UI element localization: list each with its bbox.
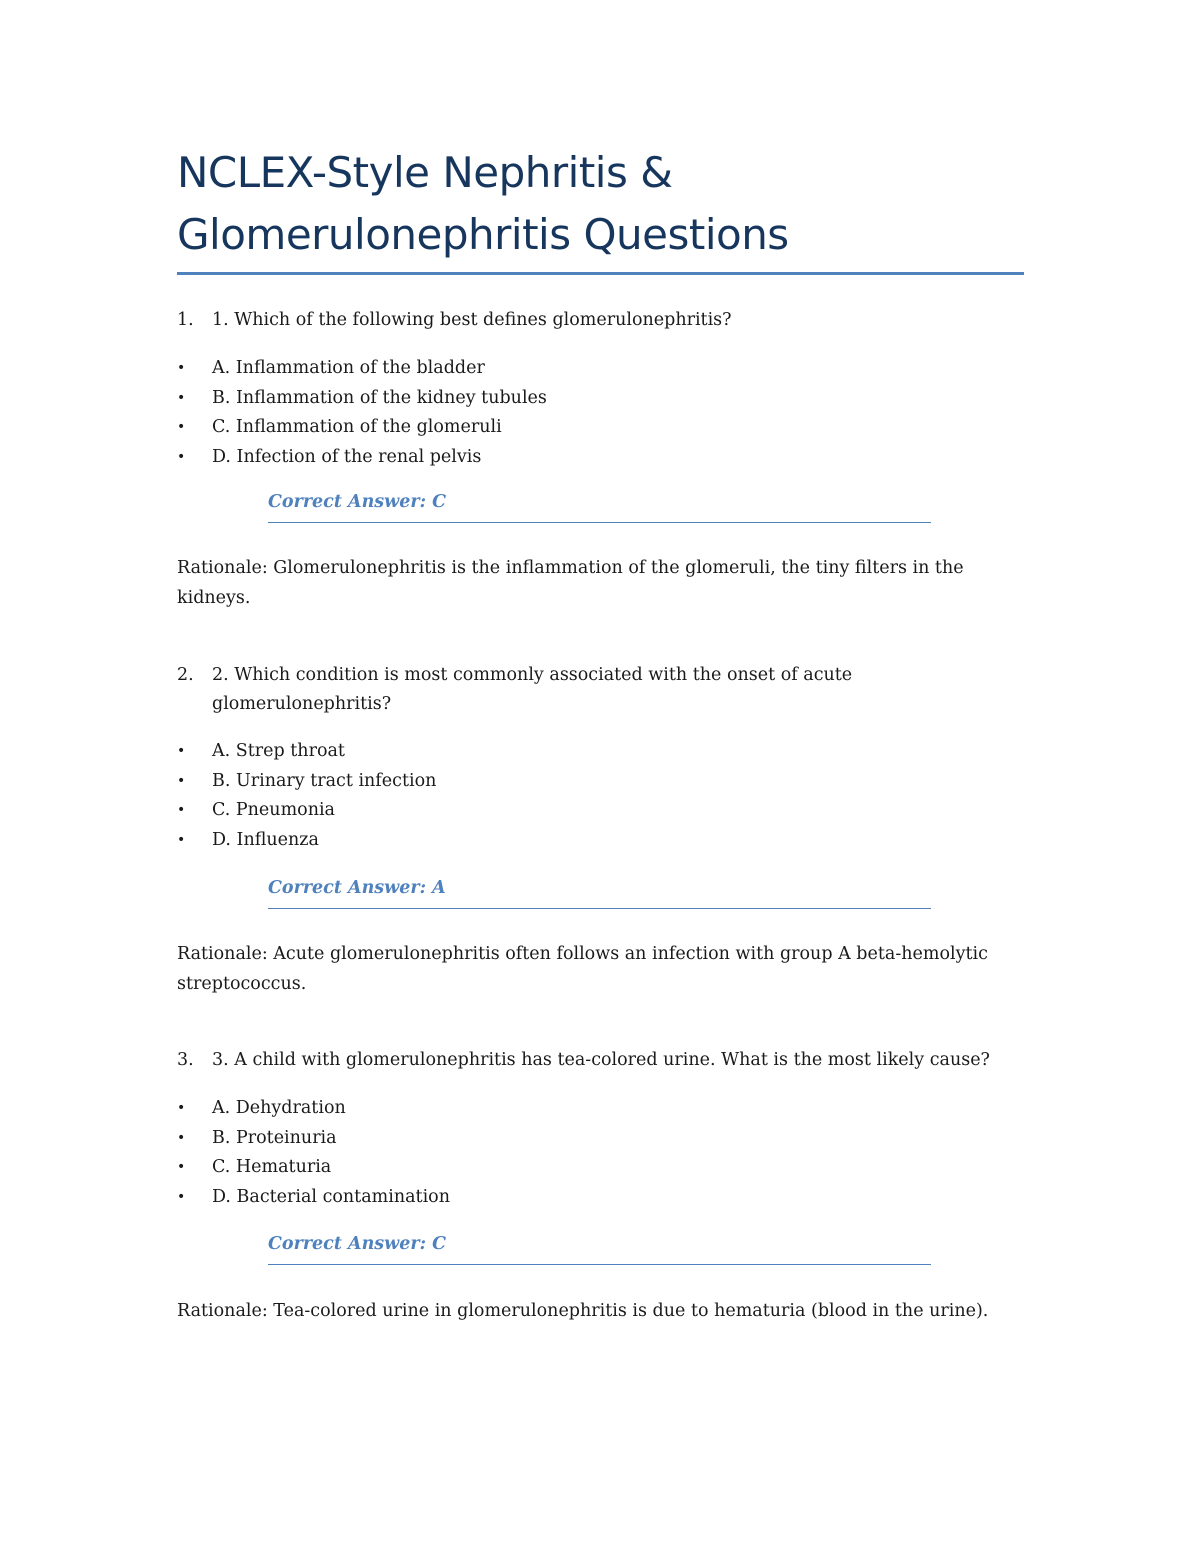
option-item bbox=[177, 767, 1027, 797]
question-prompt: 1. Which of the following best defines glomerulonephritis? bbox=[212, 310, 732, 330]
bullet-icon: • bbox=[177, 448, 186, 465]
option-text: A. Strep throat bbox=[212, 741, 345, 761]
option-text: B. Urinary tract infection bbox=[212, 770, 437, 791]
correct-answer-1: Correct Answer: C bbox=[268, 488, 931, 523]
option-item bbox=[177, 826, 1027, 856]
option-item bbox=[177, 354, 1027, 384]
question-number: 1. bbox=[177, 310, 194, 330]
document-title: NCLEX-Style Nephritis & Glomerulonephritis Questions bbox=[177, 148, 789, 259]
option-text: C. Pneumonia bbox=[212, 800, 335, 820]
option-item bbox=[177, 413, 1027, 443]
option-item bbox=[177, 1094, 1027, 1124]
option-item bbox=[177, 443, 1027, 473]
bullet-icon: • bbox=[177, 802, 186, 818]
bullet-icon: • bbox=[177, 389, 186, 406]
question-1 bbox=[177, 306, 1027, 472]
question-prompt: 3. A child with glomerulonephritis has tea-colored urine. What is the most likely cause? bbox=[212, 1050, 990, 1070]
correct-answer-3: Correct Answer: C bbox=[268, 1230, 931, 1265]
option-item bbox=[177, 1124, 1027, 1154]
bullet-icon: • bbox=[177, 772, 186, 789]
option-text: A. Dehydration bbox=[212, 1098, 346, 1118]
option-text: D. Influenza bbox=[212, 829, 319, 850]
bullet-icon: • bbox=[177, 831, 186, 848]
option-text: B. Inflammation of the kidney tubules bbox=[212, 387, 547, 408]
option-text: C. Hematuria bbox=[212, 1157, 332, 1177]
option-text: D. Infection of the renal pelvis bbox=[212, 446, 482, 467]
correct-answer-2: Correct Answer: A bbox=[268, 874, 931, 909]
question-text bbox=[177, 306, 1027, 335]
question-text bbox=[177, 661, 1027, 719]
option-item bbox=[177, 384, 1027, 414]
bullet-icon: • bbox=[177, 419, 186, 435]
option-text: C. Inflammation of the glomeruli bbox=[212, 417, 502, 437]
question-text bbox=[177, 1046, 1027, 1075]
bullet-icon: • bbox=[177, 360, 186, 376]
question-prompt: 2. Which condition is most commonly associated with the onset of acute glomerulonephritis? bbox=[212, 665, 853, 714]
option-list bbox=[177, 1094, 1027, 1212]
bullet-icon: • bbox=[177, 1159, 186, 1175]
bullet-icon: • bbox=[177, 1188, 186, 1205]
question-number: 3. bbox=[177, 1050, 194, 1070]
option-item bbox=[177, 796, 1027, 826]
option-list bbox=[177, 737, 1027, 855]
option-text: B. Proteinuria bbox=[212, 1127, 337, 1148]
option-item bbox=[177, 1183, 1027, 1213]
option-list bbox=[177, 354, 1027, 472]
option-item bbox=[177, 737, 1027, 767]
bullet-icon: • bbox=[177, 743, 186, 759]
question-3 bbox=[177, 1046, 1027, 1212]
option-item bbox=[177, 1153, 1027, 1183]
rationale-1: Rationale: Glomerulonephritis is the inflammation of the glomeruli, the tiny filters in the kidneys. bbox=[177, 558, 964, 608]
bullet-icon: • bbox=[177, 1100, 186, 1116]
rationale-2: Rationale: Acute glomerulonephritis often follows an infection with group A beta-hemolytic streptococcus. bbox=[177, 944, 988, 994]
bullet-icon: • bbox=[177, 1129, 186, 1146]
question-number: 2. bbox=[177, 665, 194, 685]
question-2 bbox=[177, 661, 1027, 855]
rationale-3: Rationale: Tea-colored urine in glomerulonephritis is due to hematuria (blood in the urine). bbox=[177, 1301, 989, 1321]
option-text: A. Inflammation of the bladder bbox=[212, 358, 485, 378]
title-underline-rule bbox=[177, 272, 1024, 275]
option-text: D. Bacterial contamination bbox=[212, 1186, 450, 1207]
